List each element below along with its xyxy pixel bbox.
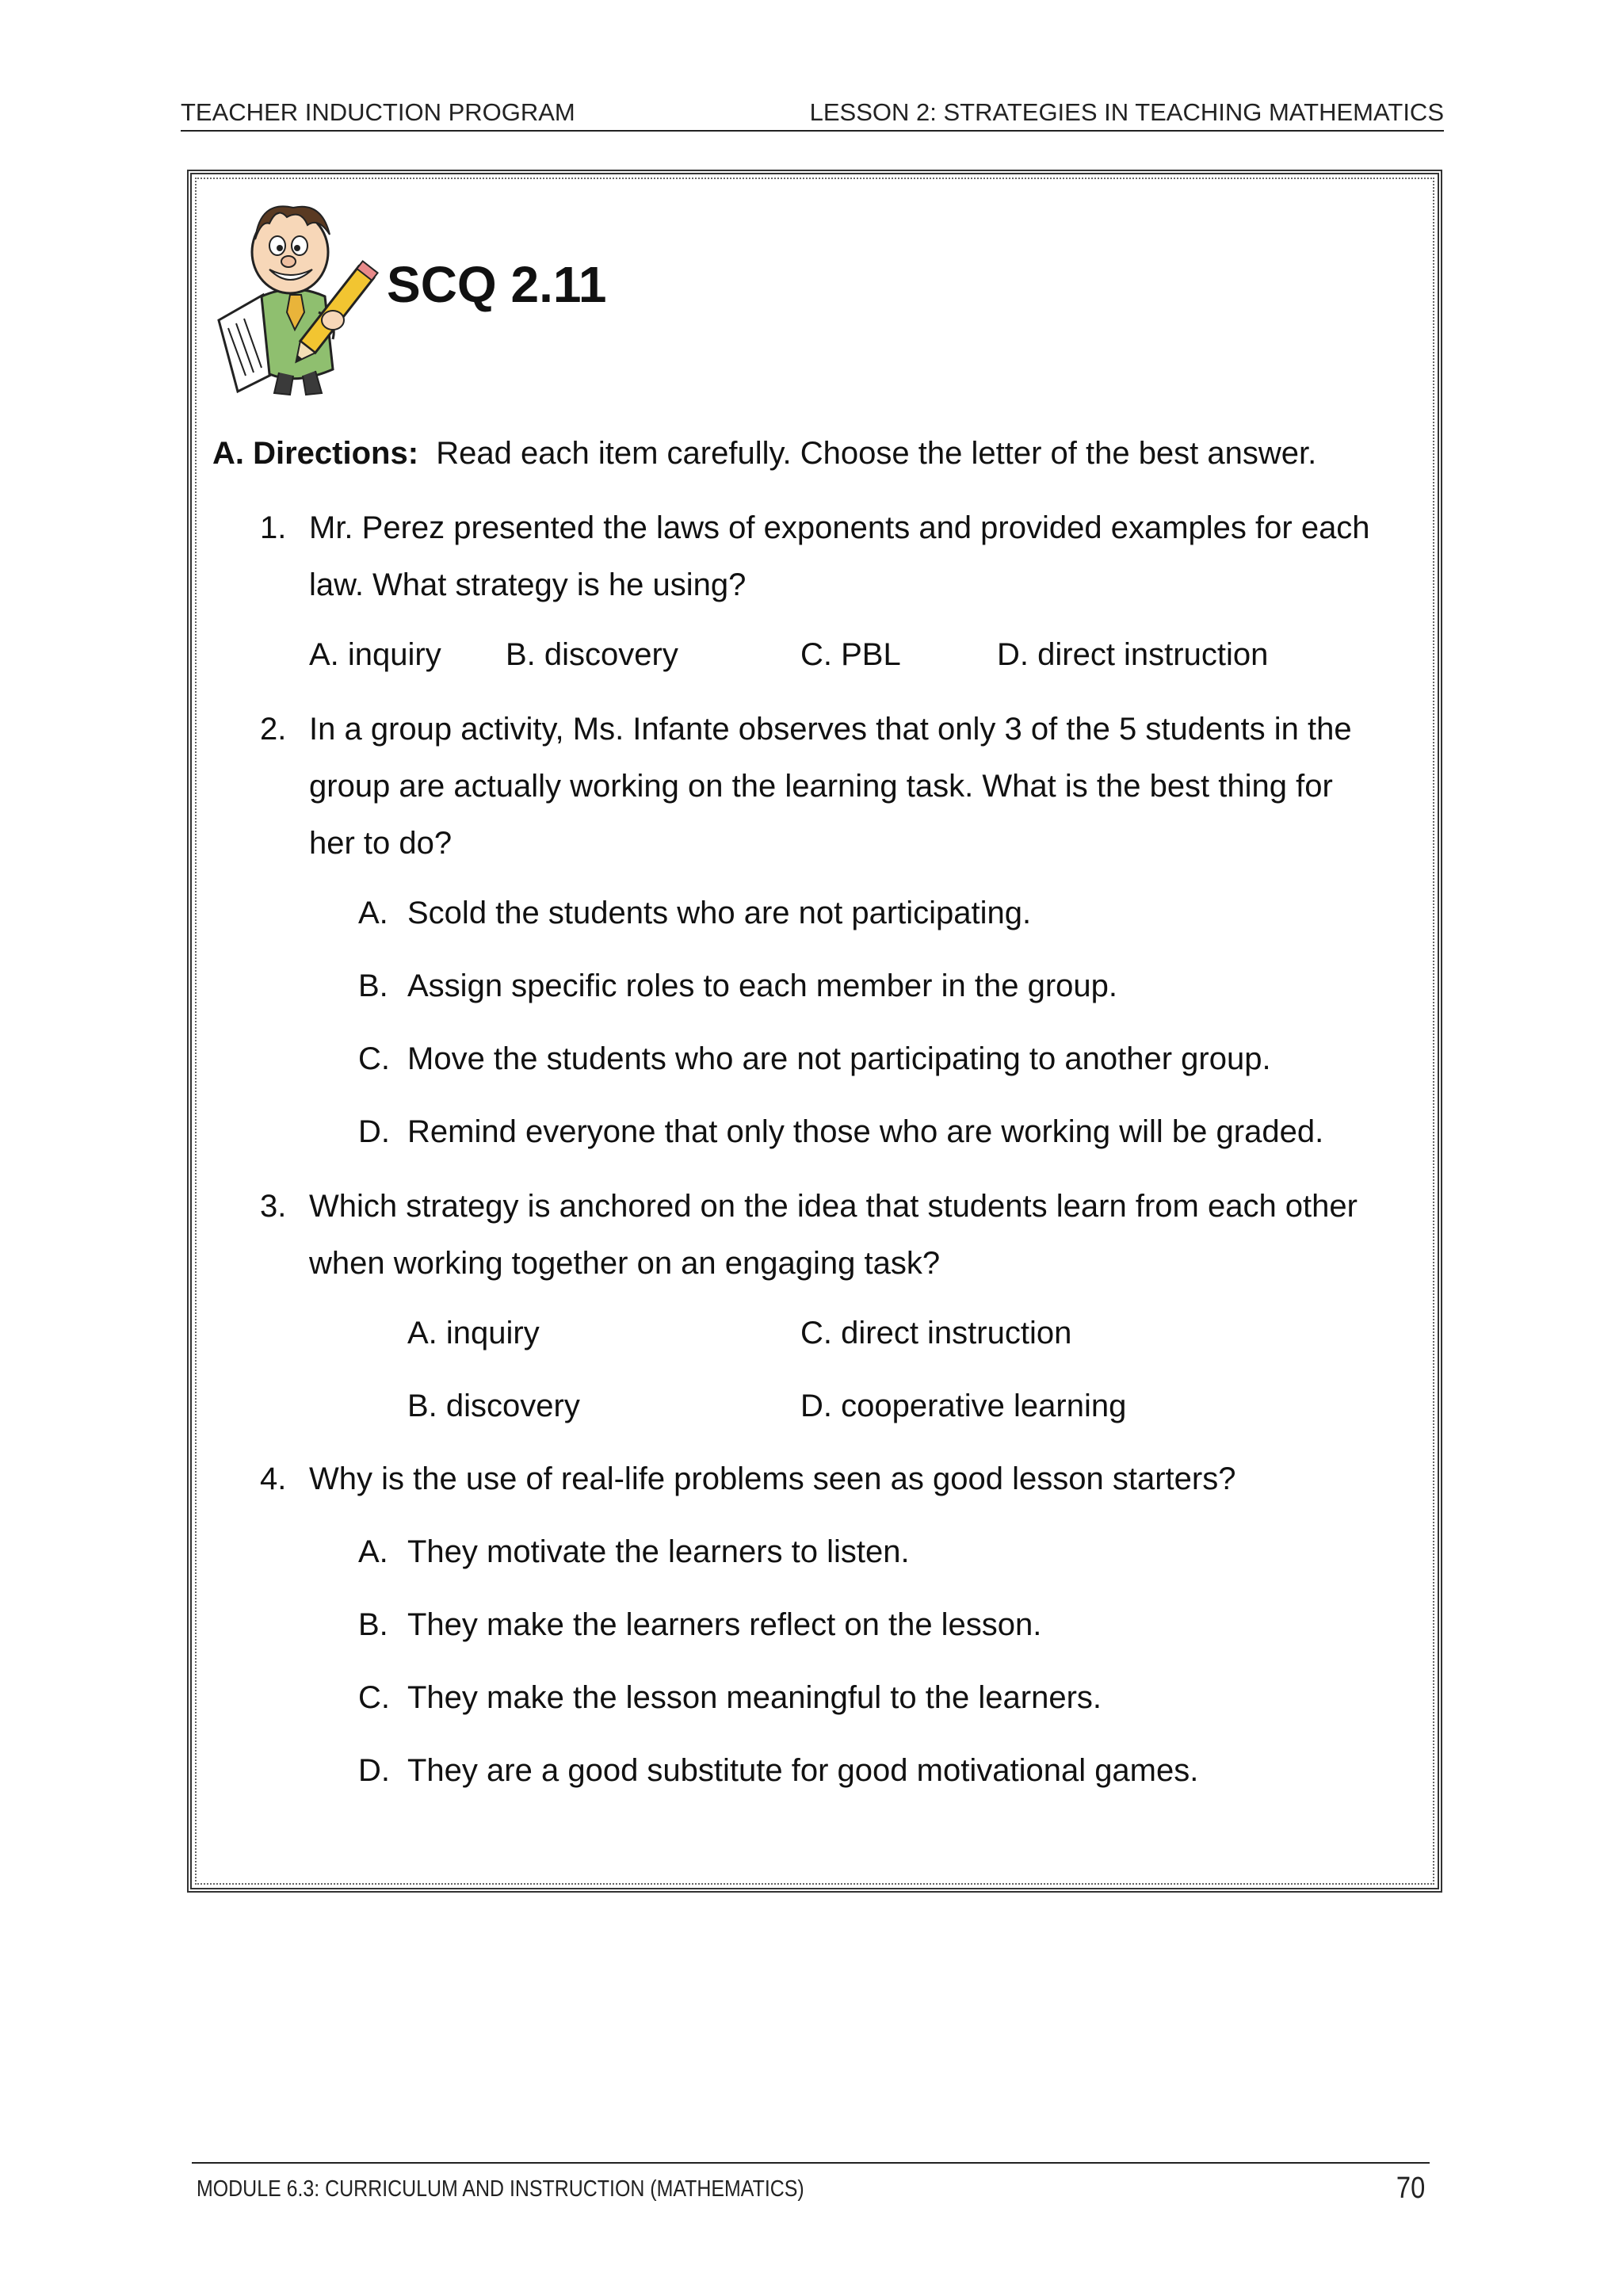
question-4-number: 4.	[260, 1461, 287, 1496]
question-2-line-1: In a group activity, Ms. Infante observes that only 3 of the 5 students in the	[309, 712, 1352, 747]
question-3-choice-a: A. inquiry	[407, 1316, 540, 1350]
question-4-choice-d-letter: D.	[358, 1753, 390, 1788]
question-4-line-1: Why is the use of real-life problems seen as good lesson starters?	[309, 1461, 1236, 1496]
question-2-choice-b-letter: B.	[358, 968, 388, 1003]
question-4-choice-c-letter: C.	[358, 1680, 390, 1715]
teacher-mascot-icon	[214, 193, 380, 398]
header-program: TEACHER INDUCTION PROGRAM	[181, 98, 575, 126]
section-title: SCQ 2.11	[387, 256, 607, 313]
page-header	[181, 95, 1444, 132]
question-2-choice-a-text: Scold the students who are not participating.	[407, 896, 1032, 930]
question-2-line-3: her to do?	[309, 826, 453, 861]
question-1-choice-b: B. discovery	[506, 637, 678, 672]
question-4-choice-b-text: They make the learners reflect on the lesson.	[407, 1607, 1042, 1642]
question-2-choice-c-letter: C.	[358, 1041, 390, 1076]
question-3-choice-b: B. discovery	[407, 1389, 580, 1423]
question-3-choice-c: C. direct instruction	[800, 1316, 1072, 1350]
question-3-line-1: Which strategy is anchored on the idea that students learn from each other	[309, 1189, 1358, 1224]
question-2-number: 2.	[260, 712, 287, 747]
question-3-number: 3.	[260, 1189, 287, 1224]
question-1-choice-d: D. direct instruction	[997, 637, 1269, 672]
question-1-choice-a: A. inquiry	[309, 637, 441, 672]
question-2-line-2: group are actually working on the learning task. What is the best thing for	[309, 769, 1333, 804]
question-4-choice-b-letter: B.	[358, 1607, 388, 1642]
question-2-choice-b-text: Assign specific roles to each member in the group.	[407, 968, 1117, 1003]
question-1-line-1: Mr. Perez presented the laws of exponents and provided examples for each	[309, 510, 1370, 545]
question-4-choice-c-text: They make the lesson meaningful to the learners.	[407, 1680, 1102, 1715]
footer-module: MODULE 6.3: CURRICULUM AND INSTRUCTION (MATHEMATICS)	[197, 2176, 804, 2202]
question-1-line-2: law. What strategy is he using?	[309, 567, 747, 602]
question-3-choice-d: D. cooperative learning	[800, 1389, 1127, 1423]
question-1-number: 1.	[260, 510, 287, 545]
question-4-choice-a-letter: A.	[358, 1534, 388, 1569]
directions-label: A. Directions:	[212, 436, 419, 471]
question-2-choice-d-text: Remind everyone that only those who are working will be graded.	[407, 1114, 1324, 1149]
directions-text: Read each item carefully. Choose the letter of the best answer.	[436, 436, 1317, 471]
page-number: 70	[1396, 2172, 1425, 2205]
question-4-choice-d-text: They are a good substitute for good motivational games.	[407, 1753, 1199, 1788]
page-footer	[192, 2162, 1430, 2211]
question-2-choice-a-letter: A.	[358, 896, 388, 930]
question-2-choice-c-text: Move the students who are not participating to another group.	[407, 1041, 1271, 1076]
directions	[212, 425, 1316, 482]
question-1-choice-c: C. PBL	[800, 637, 901, 672]
question-3-line-2: when working together on an engaging task?	[309, 1246, 941, 1281]
question-2-choice-d-letter: D.	[358, 1114, 390, 1149]
header-lesson: LESSON 2: STRATEGIES IN TEACHING MATHEMATICS	[809, 98, 1444, 126]
question-4-choice-a-text: They motivate the learners to listen.	[407, 1534, 910, 1569]
